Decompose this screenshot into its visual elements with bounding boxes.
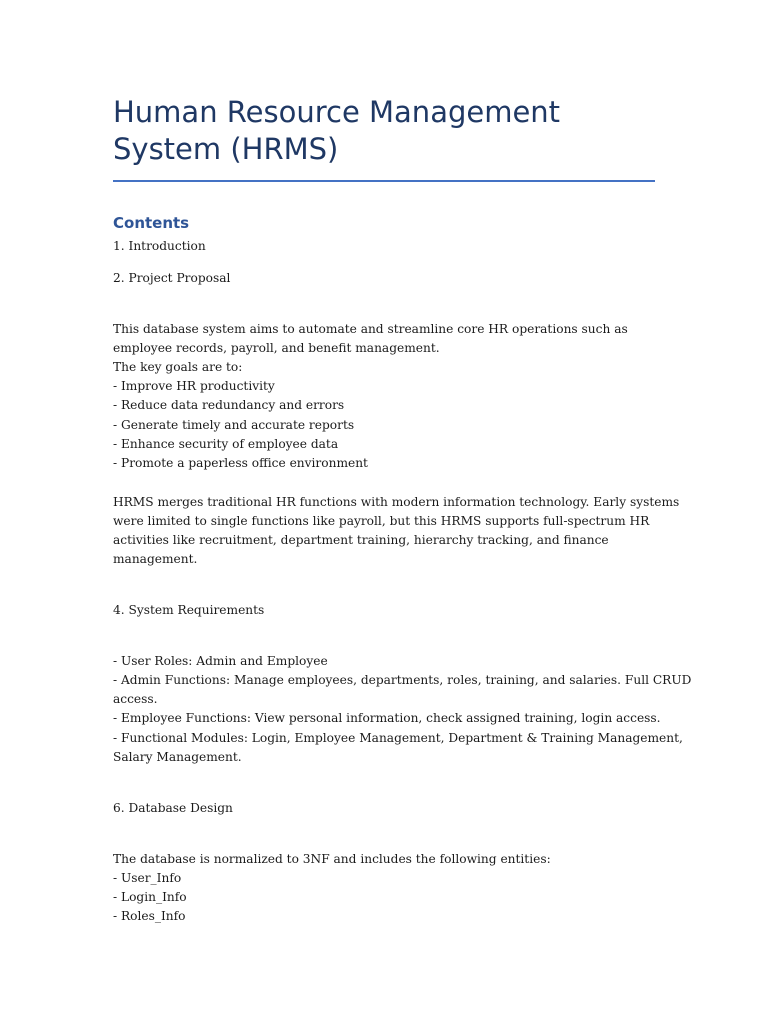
list-item: - Login_Info [113,890,187,904]
paragraph-line: HRMS merges traditional HR functions with modern information technology. Early systems [113,495,680,509]
title-underline [113,180,655,182]
toc-item: 1. Introduction [113,239,206,253]
list-item: - Promote a paperless office environment [113,456,368,470]
list-item-continuation: access. [113,692,158,706]
list-item: - Reduce data redundancy and errors [113,398,345,412]
contents-heading: Contents [113,214,190,232]
document-title: Human Resource Management System (HRMS) [113,95,561,166]
list-item: - Employee Functions: View personal information, check assigned training, login access. [113,711,661,725]
list-item: - Functional Modules: Login, Employee Management, Department & Training Management, [113,731,683,745]
list-item: - Enhance security of employee data [113,437,339,451]
paragraph-line: employee records, payroll, and benefit management. [113,341,440,355]
paragraph-line: were limited to single functions like payroll, but this HRMS supports full-spectrum HR [113,514,650,528]
list-item: - User Roles: Admin and Employee [113,654,328,668]
paragraph-line: activities like recruitment, department training, hierarchy tracking, and finance [113,533,609,547]
paragraph-line: management. [113,552,198,566]
section-heading: 6. Database Design [113,801,233,815]
paragraph-line: The database is normalized to 3NF and includes the following entities: [113,852,551,866]
list-item: - User_Info [113,871,182,885]
list-item: - Generate timely and accurate reports [113,418,355,432]
toc-item: 2. Project Proposal [113,271,231,285]
goals-intro: The key goals are to: [113,360,243,374]
list-item: - Improve HR productivity [113,379,275,393]
paragraph-line: This database system aims to automate and streamline core HR operations such as [113,322,628,336]
list-item: - Roles_Info [113,909,186,923]
list-item: - Admin Functions: Manage employees, departments, roles, training, and salaries. Full CRUD [113,673,692,687]
section-heading: 4. System Requirements [113,603,265,617]
list-item-continuation: Salary Management. [113,750,242,764]
